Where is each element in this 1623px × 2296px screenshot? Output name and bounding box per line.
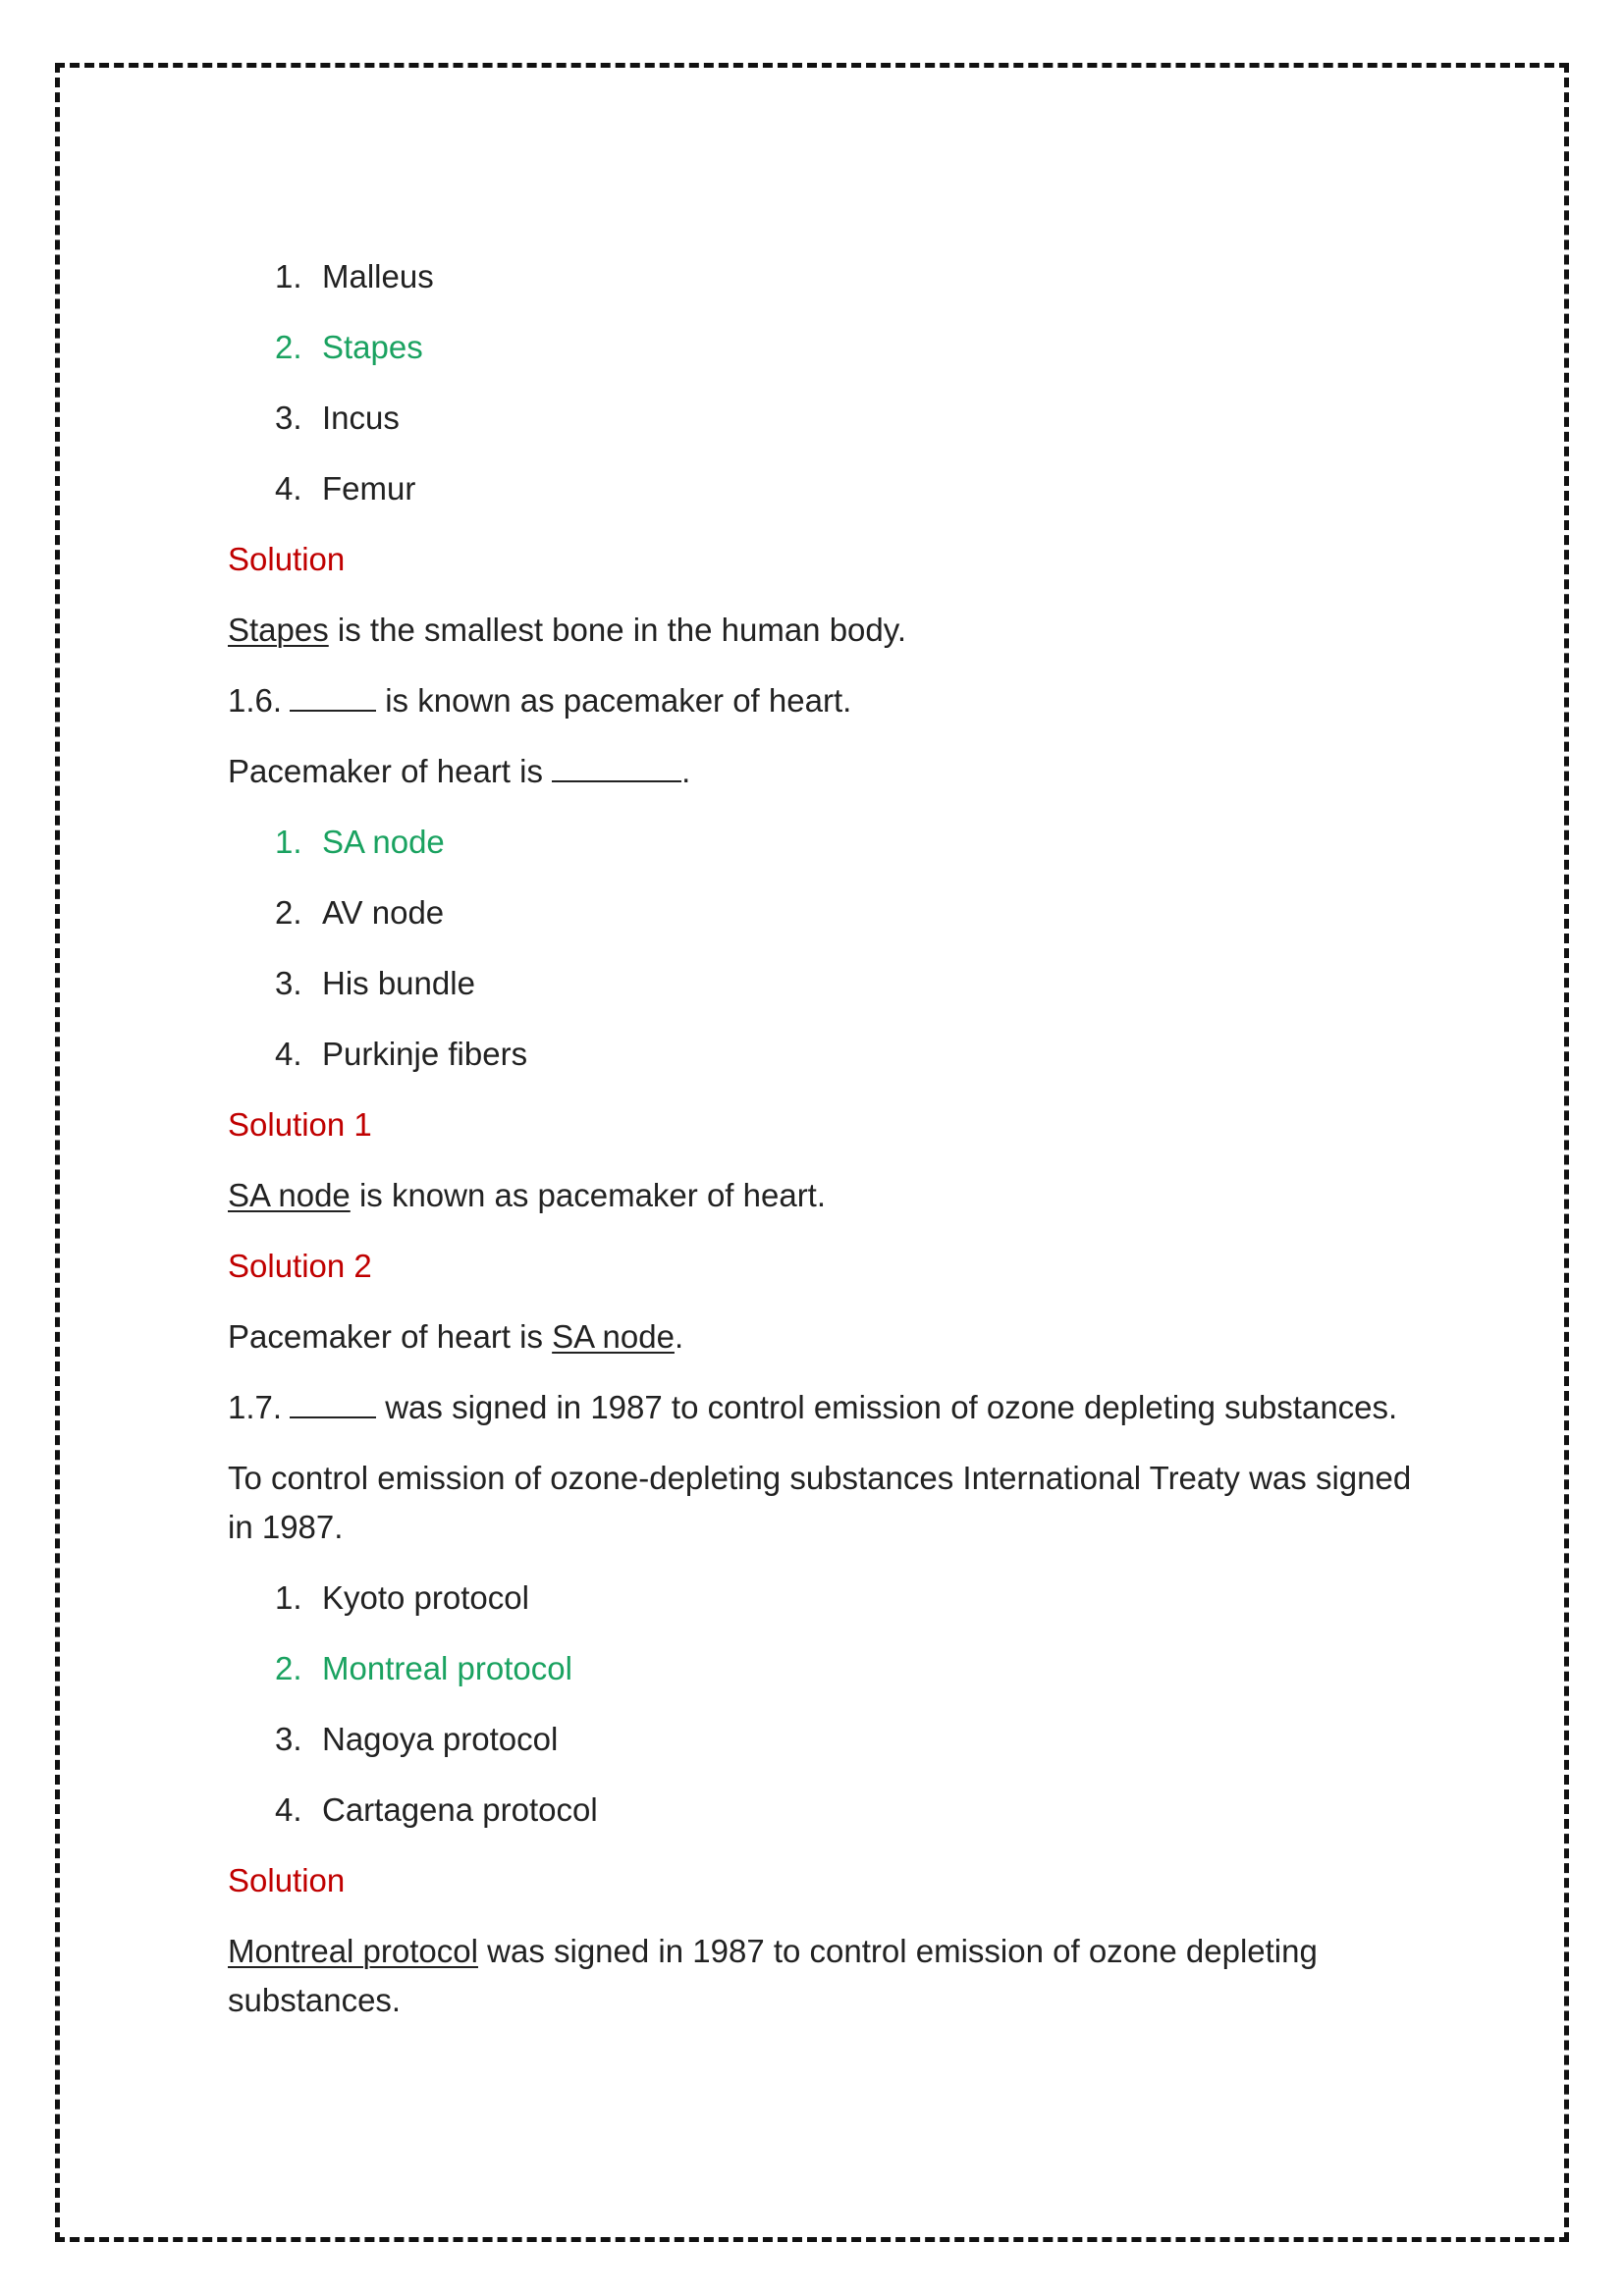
option-number: 1.: [275, 1579, 302, 1616]
q6-number: 1.6.: [228, 682, 283, 719]
option-text: Malleus: [322, 258, 434, 294]
option-number: 1.: [275, 824, 302, 860]
q7-solution-title: Solution: [228, 1862, 346, 1898]
q7-question-text: was signed in 1987 to control emission of ozone depleting substances.: [376, 1389, 1398, 1425]
q5-solution-rest: is the smallest bone in the human body.: [328, 612, 906, 648]
q6-options: [228, 807, 1426, 1090]
q6-solution2-end: .: [674, 1318, 684, 1355]
answer-blank: [552, 780, 681, 782]
q6-solution1-answer: SA node: [228, 1177, 351, 1213]
q6-alt-question: [228, 736, 1426, 807]
option-number: 4.: [275, 470, 302, 507]
q7-solution-rest: was signed in 1987 to control emission of ozone depleting substances.: [228, 1933, 1318, 2018]
q5-option-1: [275, 241, 1426, 312]
option-number: 2.: [275, 329, 302, 365]
q7-option-3: [275, 1704, 1426, 1775]
option-number: 3.: [275, 400, 302, 436]
option-number: 4.: [275, 1791, 302, 1828]
q6-solution1-title: Solution 1: [228, 1106, 372, 1143]
q6-solution2-text: [228, 1302, 1426, 1372]
q6-solution2-answer: SA node: [552, 1318, 675, 1355]
option-number: 3.: [275, 1721, 302, 1757]
q6-option-3: [275, 948, 1426, 1019]
option-text: Kyoto protocol: [322, 1579, 529, 1616]
q7-number: 1.7.: [228, 1389, 283, 1425]
option-number: 4.: [275, 1036, 302, 1072]
q7-solution-text: [228, 1916, 1426, 2036]
option-number: 2.: [275, 1650, 302, 1686]
answer-blank: [290, 1416, 376, 1418]
q5-option-3: [275, 383, 1426, 454]
q6-option-2: [275, 878, 1426, 948]
option-text: SA node: [322, 824, 445, 860]
q5-solution-text: [228, 595, 1426, 666]
q7-question: [228, 1372, 1426, 1443]
option-text: His bundle: [322, 965, 475, 1001]
q6-option-1: [275, 807, 1426, 878]
option-text: Stapes: [322, 329, 423, 365]
q6-option-4: [275, 1019, 1426, 1090]
option-text: Purkinje fibers: [322, 1036, 528, 1072]
q6-question: [228, 666, 1426, 736]
q7-option-2: [275, 1633, 1426, 1704]
option-number: 2.: [275, 894, 302, 931]
q5-solution-title: Solution: [228, 541, 346, 577]
q6-solution1-rest: is known as pacemaker of heart.: [350, 1177, 827, 1213]
q6-solution2-title: Solution 2: [228, 1248, 372, 1284]
q7-options: [228, 1563, 1426, 1845]
q5-options: [228, 241, 1426, 524]
document-content: [228, 241, 1426, 2036]
q7-option-4: [275, 1775, 1426, 1845]
option-text: Incus: [322, 400, 400, 436]
q5-solution-answer: Stapes: [228, 612, 329, 648]
q7-option-1: [275, 1563, 1426, 1633]
q6-solution1-text: [228, 1160, 1426, 1231]
option-text: Nagoya protocol: [322, 1721, 559, 1757]
option-text: AV node: [322, 894, 445, 931]
option-number: 3.: [275, 965, 302, 1001]
q6-solution2-prefix: Pacemaker of heart is: [228, 1318, 553, 1355]
answer-blank: [290, 710, 376, 712]
q7-alt-question: To control emission of ozone-depleting substances International Treaty was signed in 1987.: [228, 1460, 1412, 1545]
q5-option-4: [275, 454, 1426, 524]
option-number: 1.: [275, 258, 302, 294]
option-text: Cartagena protocol: [322, 1791, 598, 1828]
option-text: Femur: [322, 470, 416, 507]
q7-solution-answer: Montreal protocol: [228, 1933, 478, 1969]
option-text: Montreal protocol: [322, 1650, 572, 1686]
q6-alt-question-end: .: [681, 753, 691, 789]
q6-question-text: is known as pacemaker of heart.: [376, 682, 852, 719]
q6-alt-question-text: Pacemaker of heart is: [228, 753, 553, 789]
q5-option-2: [275, 312, 1426, 383]
